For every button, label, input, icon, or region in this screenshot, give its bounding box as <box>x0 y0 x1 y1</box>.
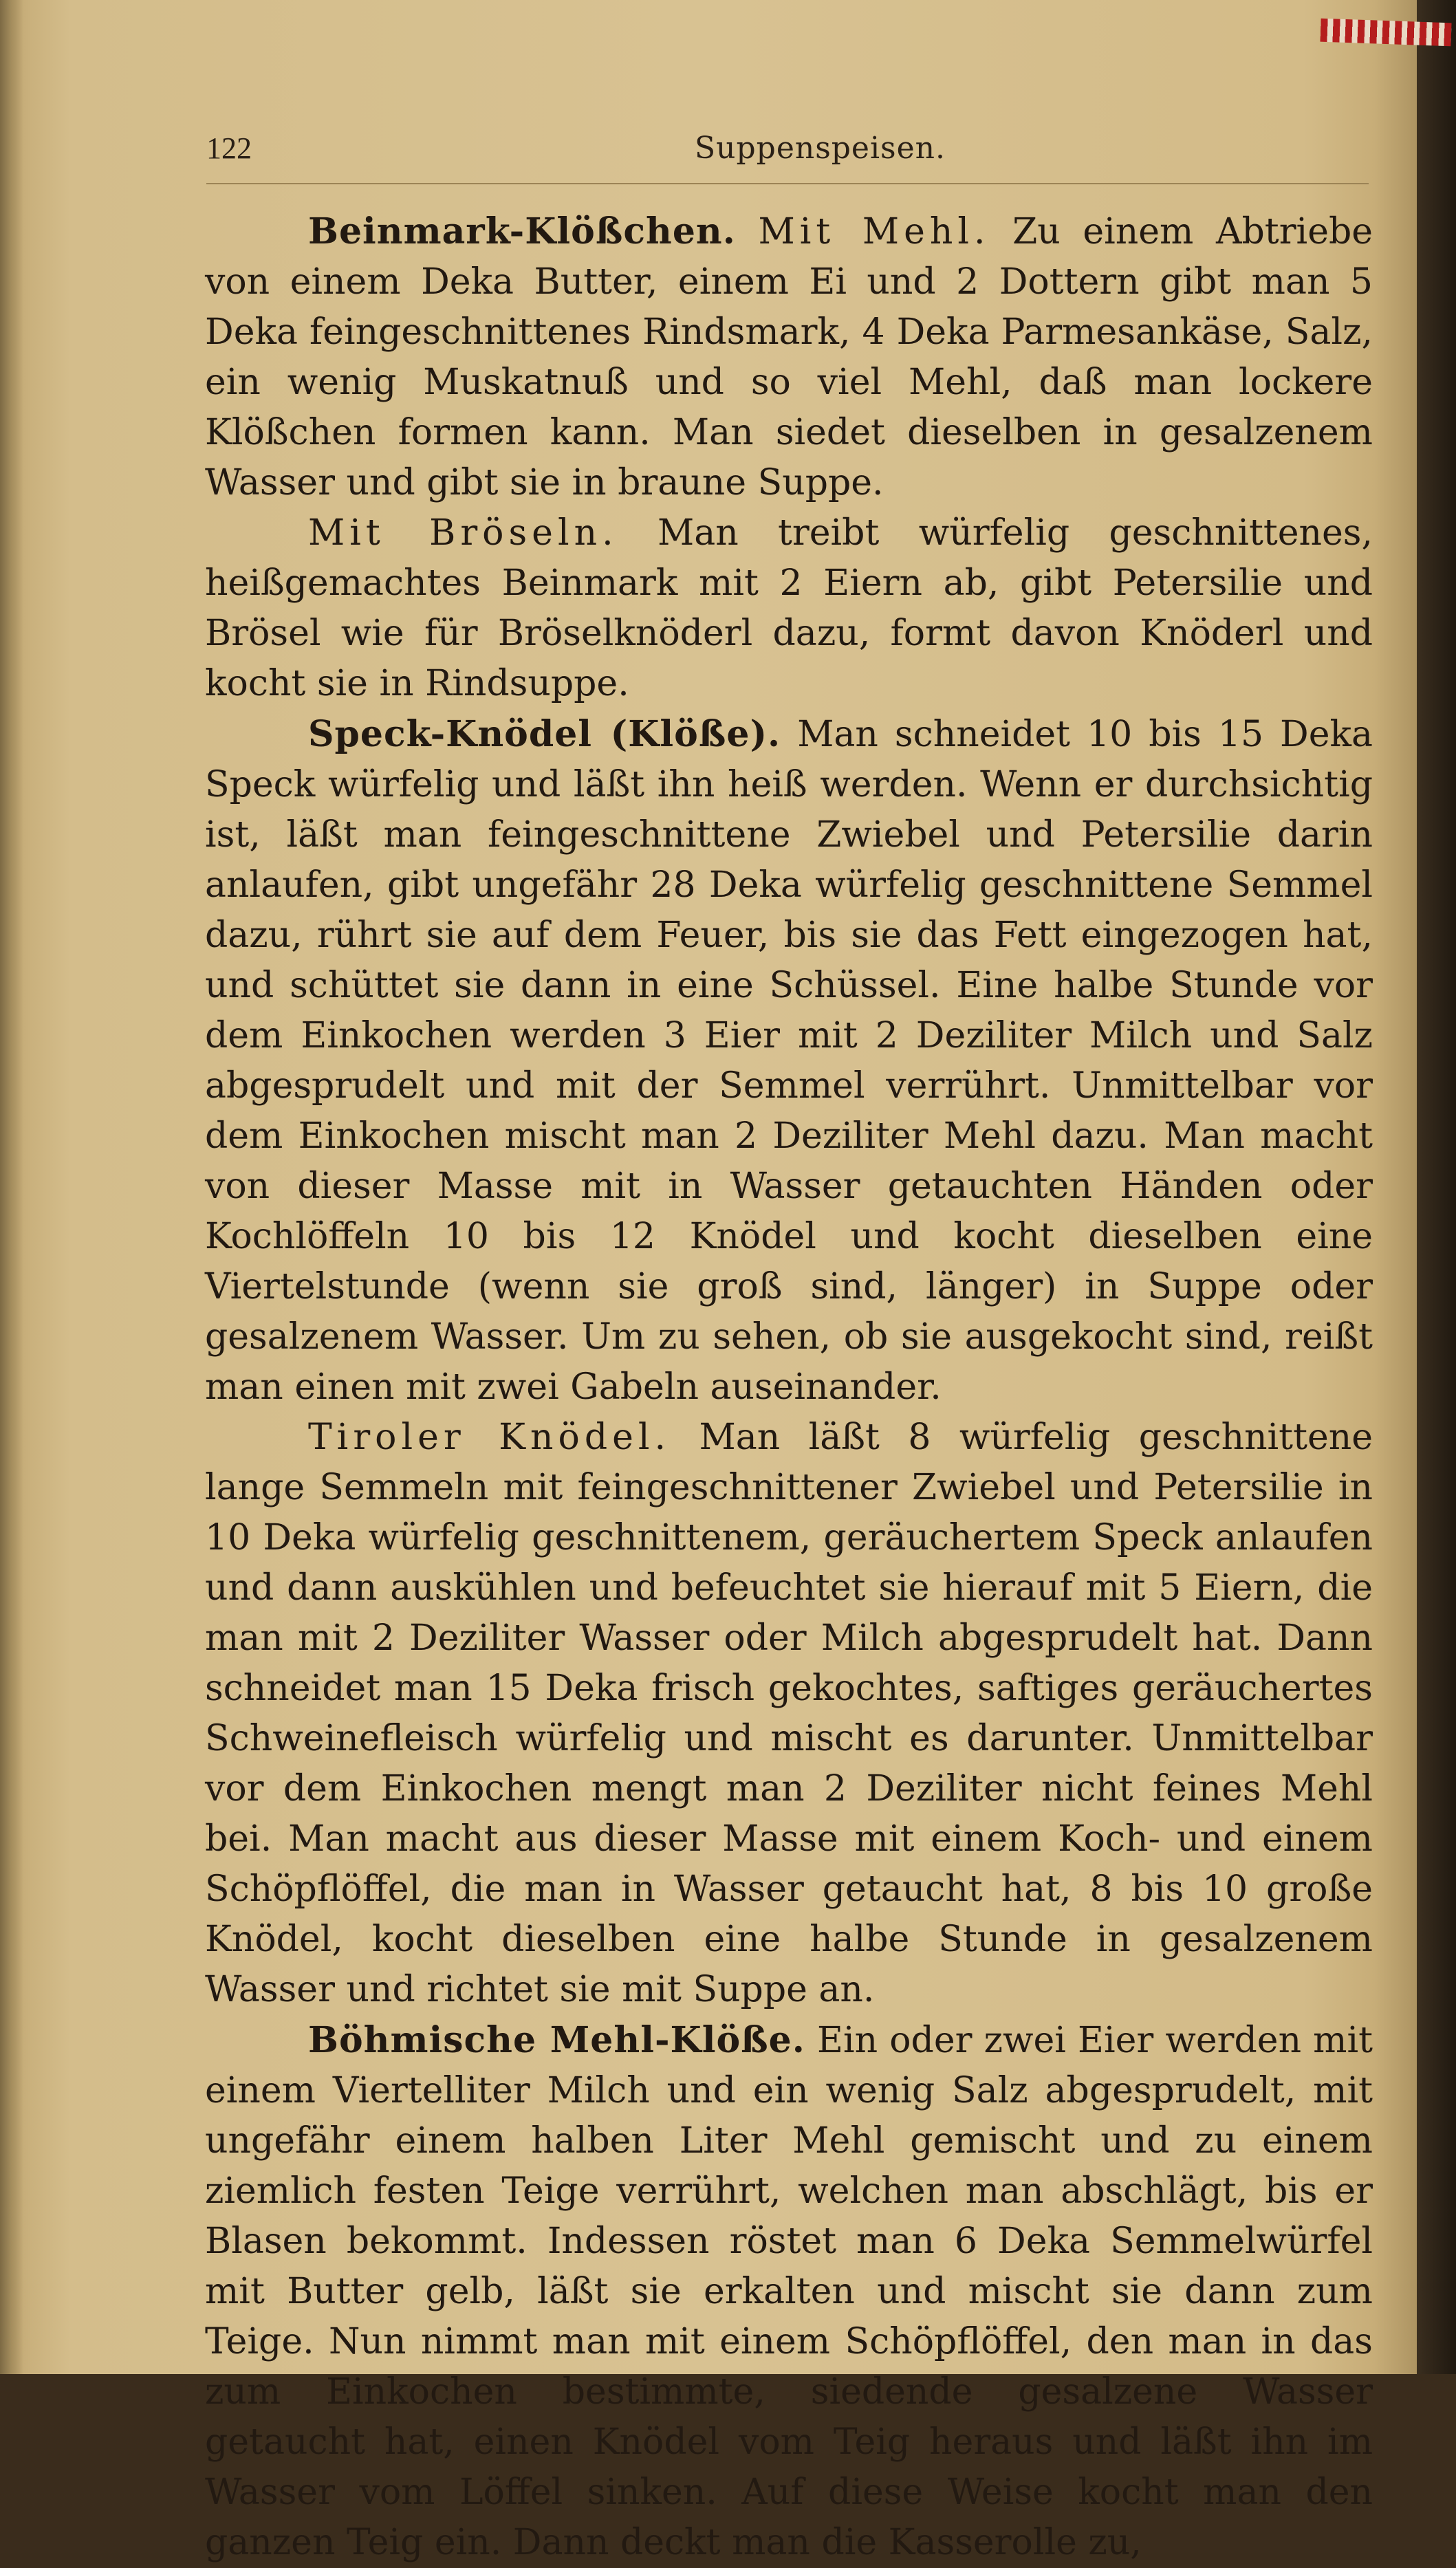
recipe-title: Beinmark-Klößchen. <box>308 210 736 252</box>
recipe-subtitle: Tiroler Knödel. <box>308 1417 671 1458</box>
body-text <box>205 206 1373 2568</box>
recipe-body: Zu einem Abtriebe von einem Deka Butter, einem Ei und 2 Dottern gibt man 5 Deka feingeschnittenes Rindsmark, 4 Deka Parmesankäse, Salz, ein wenig Muskatnuß und so viel Mehl, daß man lockere Klößchen formen kann. Man siedet dieselben in gesalzenem Wasser und gibt sie in braune Suppe. <box>205 211 1373 503</box>
running-head: Suppenspeisen. <box>695 131 946 166</box>
recipe-body: Man läßt 8 würfelig geschnittene lange Semmeln mit feingeschnittener Zwiebel und Petersilie in 10 Deka würfelig geschnittenem, geräuchertem Speck anlaufen und dann auskühlen und befeuchtet sie hierauf mit 5 Eiern, die man mit 2 Deziliter Wasser oder Milch abgesprudelt hat. Dann schneidet man 15 Deka frisch gekochtes, saftiges geräuchertes Schweinefleisch würfelig und mischt es darunter. Unmittelbar vor dem Einkochen mengt man 2 Deziliter nicht feines Mehl bei. Man macht aus dieser Masse mit einem Koch- und einem Schöpflöffel, die man in Wasser getaucht hat, 8 bis 10 große Knödel, kocht dieselben eine halbe Stunde in gesalzenem Wasser und richtet sie mit Suppe an. <box>205 1417 1373 2010</box>
paragraph-beinmark-broeseln <box>205 508 1373 709</box>
paragraph-tiroler-knoedel <box>205 1413 1373 2015</box>
gutter-shadow <box>0 0 23 2374</box>
paragraph-boehmische-kloesse <box>205 2015 1373 2568</box>
recipe-title: Speck-Knödel (Klöße). <box>308 713 781 755</box>
recipe-subtitle: Mit Bröseln. <box>308 512 618 554</box>
bookmark-ribbon <box>1320 19 1451 47</box>
paragraph-speck-knoedel <box>205 709 1373 1413</box>
recipe-body: Ein oder zwei Eier werden mit einem Viertelliter Milch und ein wenig Salz abgesprudelt, mit ungefähr einem halben Liter Mehl gemischt und zu einem ziemlich festen Teige verrührt, welchen man abschlägt, bis er Blasen bekommt. Indessen röstet man 6 Deka Semmelwürfel mit Butter gelb, läßt sie erkalten und mischt sie dann zum Teige. Nun nimmt man mit einem Schöpflöffel, den man in das zum Einkochen bestimmte, siedende gesalzene Wasser getaucht hat, einen Knödel vom Teig heraus und läßt ihn im Wasser vom Löffel sinken. Auf diese Weise kocht man den ganzen Teig ein. Dann deckt man die Kasserolle zu, <box>205 2020 1373 2563</box>
recipe-title: Böhmische Mehl-Klöße. <box>308 2019 805 2061</box>
recipe-body: Man schneidet 10 bis 15 Deka Speck würfelig und läßt ihn heiß werden. Wenn er durchsichtig ist, läßt man feingeschnittene Zwiebel und Petersilie darin anlaufen, gibt ungefähr 28 Deka würfelig geschnittene Semmel dazu, rührt sie auf dem Feuer, bis sie das Fett eingezogen hat, und schüttet sie dann in eine Schüssel. Eine halbe Stunde vor dem Einkochen werden 3 Eier mit 2 Deziliter Milch und Salz abgesprudelt und mit der Semmel verrührt. Unmittelbar vor dem Einkochen mischt man 2 Deziliter Mehl dazu. Man macht von dieser Masse mit in Wasser getauchten Händen oder Kochlöffeln 10 bis 12 Knödel und kocht dieselben eine Viertelstunde (wenn sie groß sind, länger) in Suppe oder gesalzenem Wasser. Um zu sehen, ob sie ausgekocht sind, reißt man einen mit zwei Gabeln auseinander. <box>205 714 1373 1408</box>
recipe-body: Man treibt würfelig geschnittenes, heißgemachtes Beinmark mit 2 Eiern ab, gibt Petersilie und Brösel wie für Bröselknöderl dazu, formt davon Knöderl und kocht sie in Rindsuppe. <box>205 512 1373 704</box>
recipe-subtitle: Mit Mehl. <box>758 211 990 252</box>
paragraph-beinmark-mehl <box>205 206 1373 508</box>
page-header <box>206 131 1376 172</box>
page-number: 122 <box>206 131 252 165</box>
header-rule <box>206 183 1369 184</box>
page-edge <box>1417 0 1456 2374</box>
